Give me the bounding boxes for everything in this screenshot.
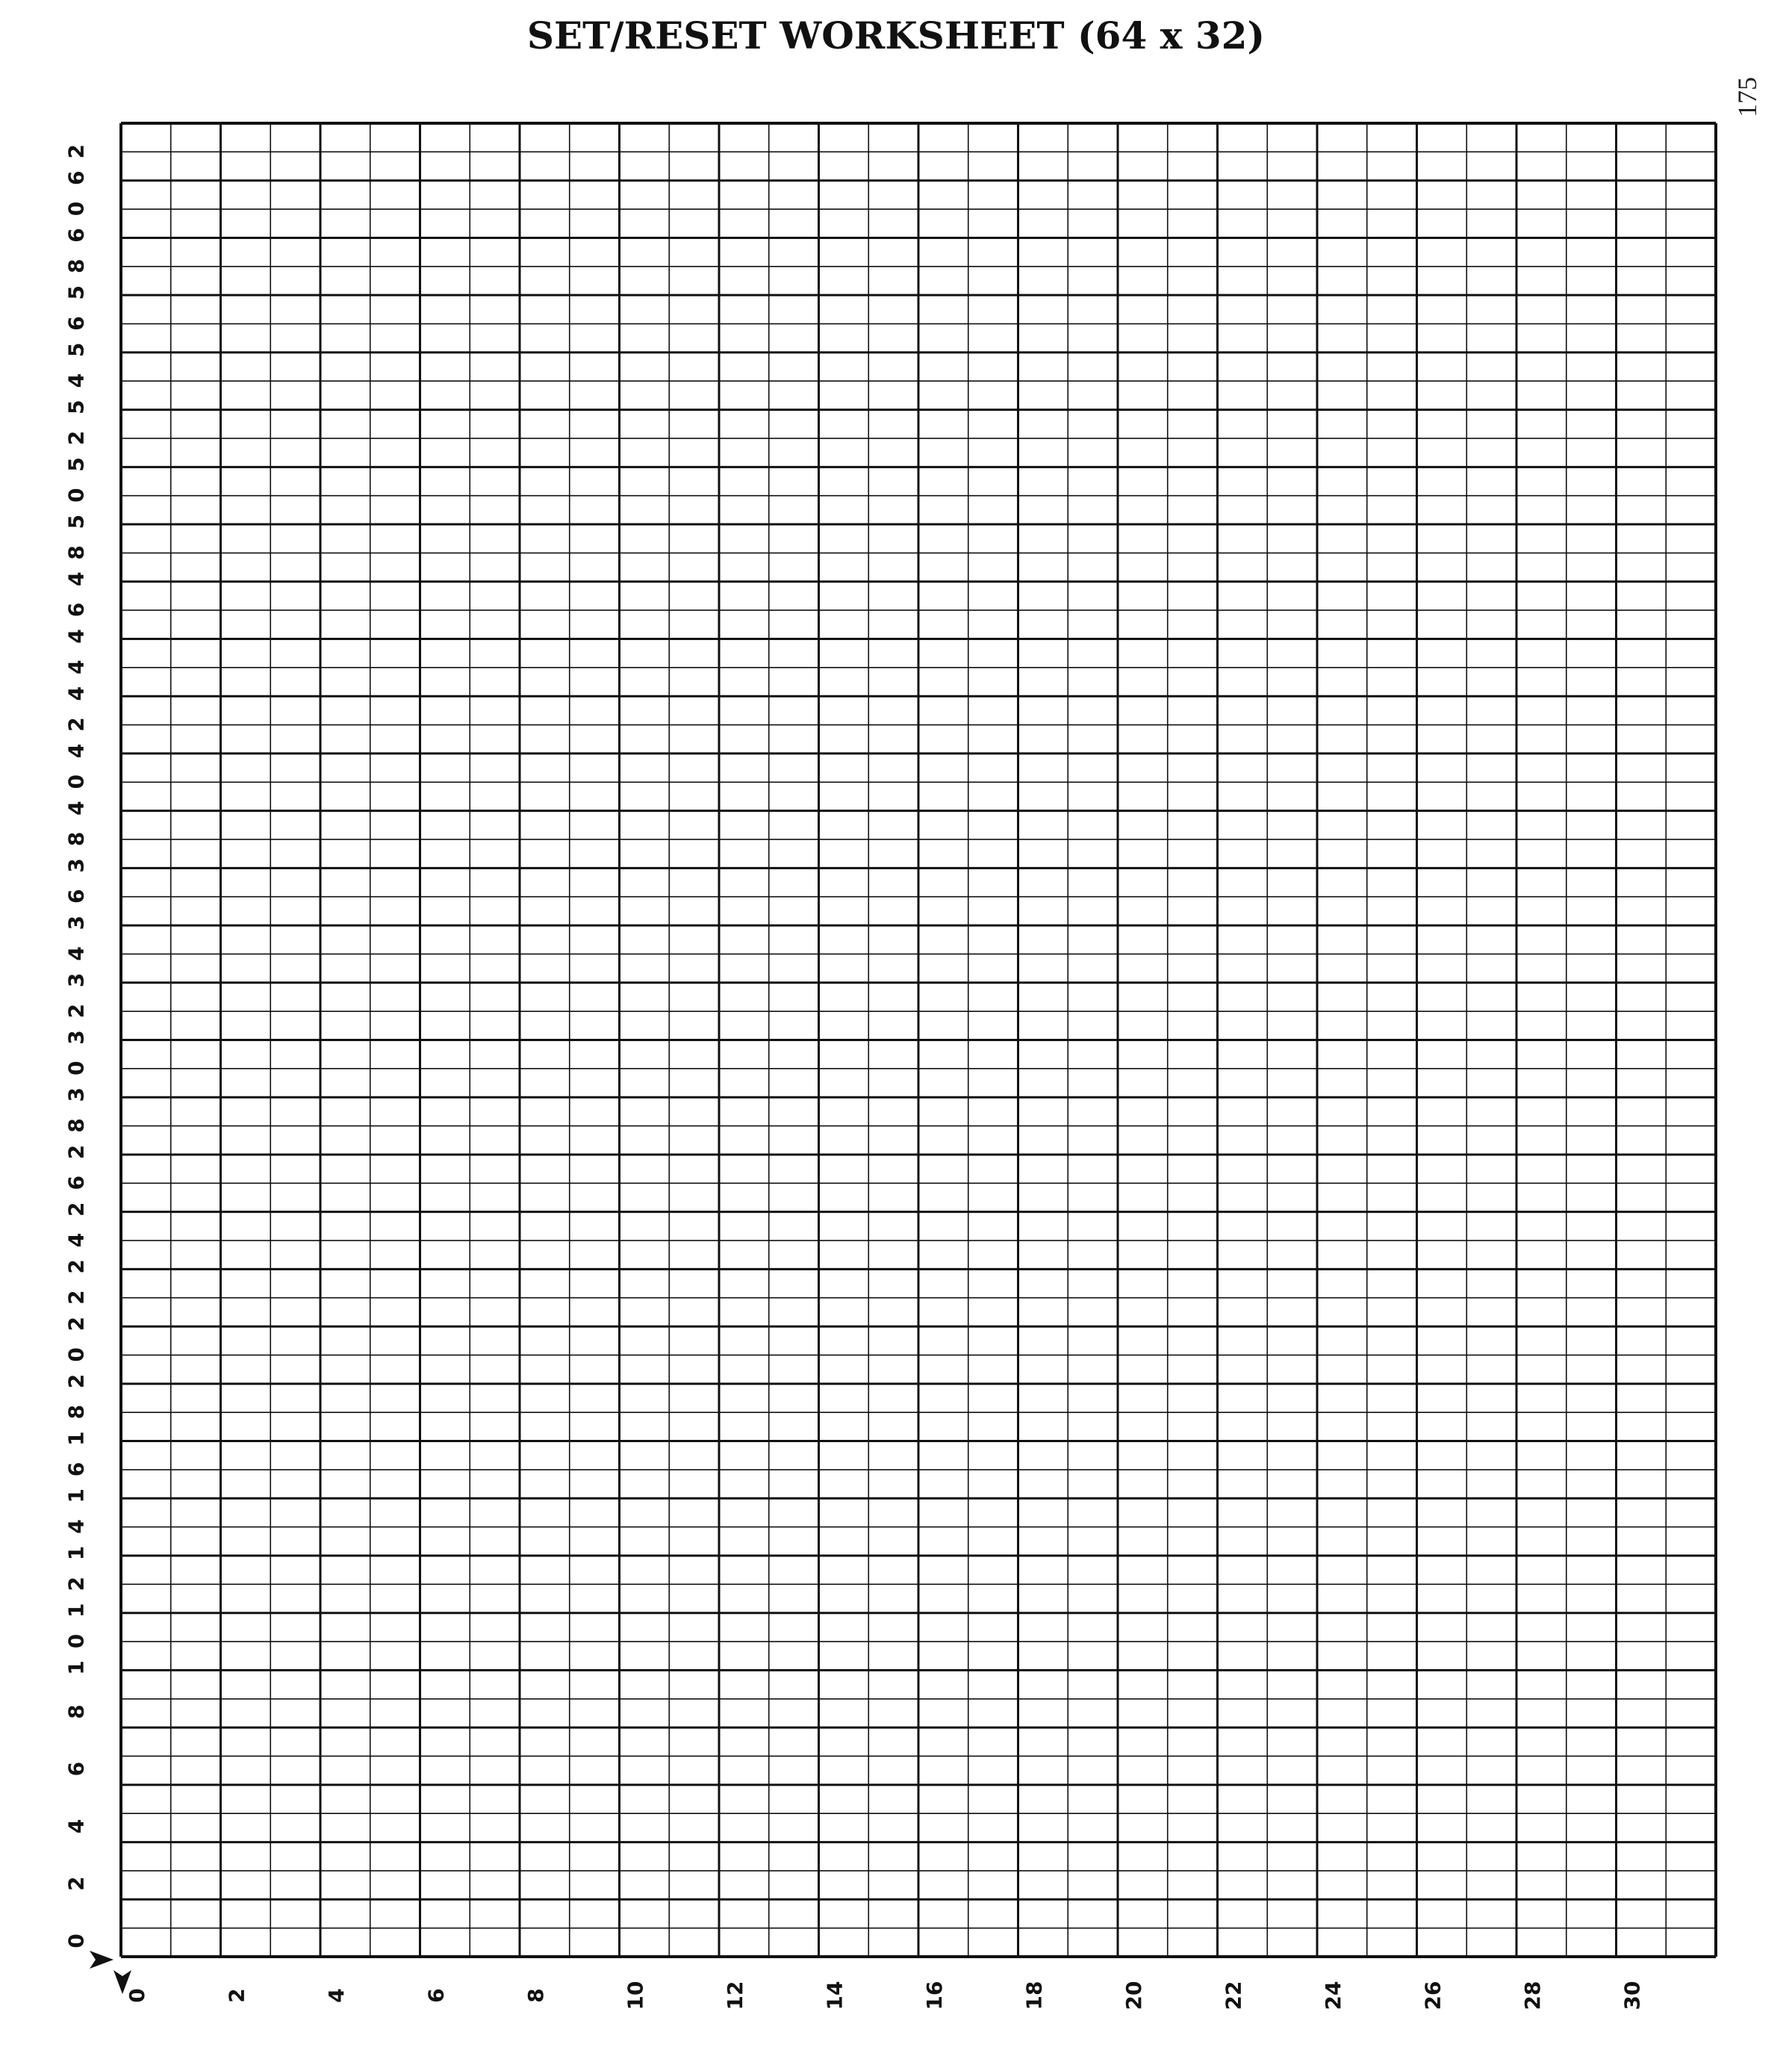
row-label: 8	[63, 1692, 89, 1719]
row-label: 44	[63, 648, 89, 701]
row-label: 40	[63, 762, 89, 816]
row-label: 56	[63, 304, 89, 358]
worksheet-title: SET/RESET WORKSHEET (64 x 32)	[526, 13, 1266, 58]
grid-lines	[121, 123, 1716, 1957]
page-number-text: 175	[1732, 77, 1762, 117]
row-origin-arrow-icon	[90, 1951, 113, 1969]
column-label: 16	[921, 1981, 947, 2010]
column-label: 6	[423, 1988, 449, 2003]
column-label: 14	[822, 1981, 847, 2010]
row-label: 2	[63, 1864, 89, 1891]
column-labels	[125, 1981, 1645, 2010]
row-label: 60	[63, 189, 89, 243]
column-label: 26	[1420, 1981, 1446, 2010]
row-label: 52	[63, 418, 89, 472]
column-label: 8	[523, 1988, 548, 2003]
row-label: 48	[63, 533, 89, 587]
row-label: 14	[63, 1507, 89, 1561]
row-label: 36	[63, 877, 89, 931]
column-label: 24	[1320, 1981, 1345, 2010]
row-label: 12	[63, 1565, 89, 1618]
row-label: 28	[63, 1106, 89, 1160]
column-label: 22	[1221, 1981, 1246, 2010]
row-label: 34	[63, 934, 89, 988]
row-label: 30	[63, 1049, 89, 1102]
row-label: 6	[63, 1749, 89, 1777]
column-label: 4	[323, 1988, 349, 2003]
row-labels	[64, 132, 89, 1948]
row-label: 42	[63, 705, 89, 759]
row-label: 46	[63, 590, 89, 644]
row-label: 0	[63, 1922, 89, 1948]
row-label: 22	[63, 1278, 89, 1332]
row-label: 16	[63, 1450, 89, 1503]
column-label: 12	[722, 1981, 747, 2010]
column-label: 0	[124, 1988, 149, 2003]
column-label: 2	[224, 1988, 249, 2003]
row-label: 54	[63, 361, 89, 414]
row-label: 18	[63, 1392, 89, 1446]
row-label: 50	[63, 476, 89, 530]
row-label: 20	[63, 1335, 89, 1389]
column-label: 28	[1519, 1981, 1545, 2010]
column-label: 20	[1121, 1981, 1146, 2010]
row-label: 4	[63, 1807, 89, 1834]
row-label: 24	[63, 1220, 89, 1274]
row-label: 58	[63, 246, 89, 300]
column-label: 18	[1021, 1981, 1047, 2010]
row-label: 38	[63, 819, 89, 873]
row-label: 62	[63, 132, 89, 186]
row-label: 10	[63, 1621, 89, 1675]
column-label: 30	[1620, 1981, 1645, 2010]
column-label: 10	[623, 1981, 648, 2010]
row-label: 32	[63, 991, 89, 1045]
row-label: 26	[63, 1163, 89, 1217]
